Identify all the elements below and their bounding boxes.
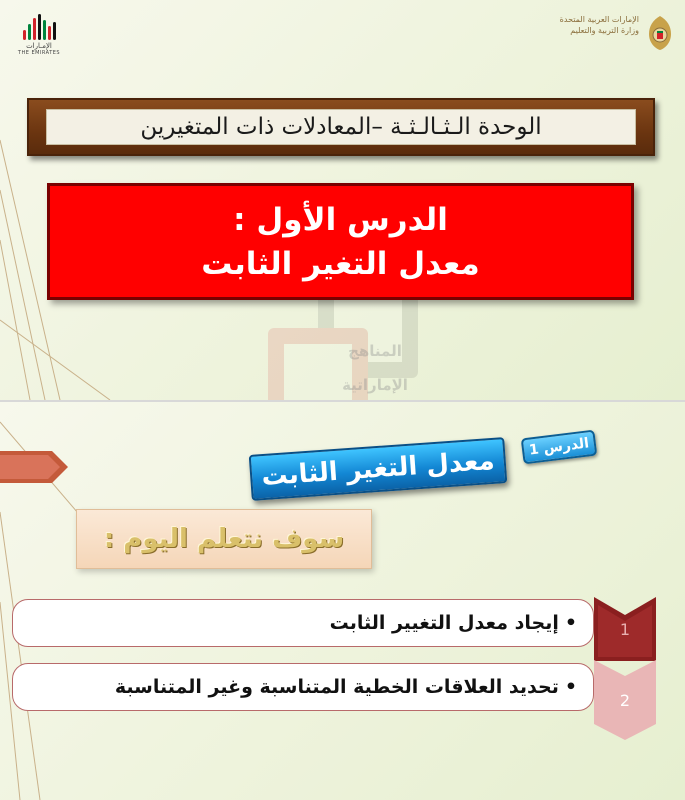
objective-text: إيجاد معدل التغيير الثابت bbox=[329, 612, 559, 634]
watermark-text-line1: المناهج bbox=[348, 342, 402, 360]
emirates-logo-english: THE EMIRATES bbox=[17, 50, 61, 56]
bullet: • bbox=[564, 676, 577, 698]
lesson-title-banner bbox=[249, 437, 508, 501]
learn-today-label: سوف نتعلم اليوم : bbox=[76, 509, 372, 569]
objective-item bbox=[12, 599, 594, 647]
emirates-logo bbox=[14, 10, 64, 56]
bullet: • bbox=[564, 612, 577, 634]
lesson-box bbox=[47, 183, 634, 300]
unit-title: الوحدة الـثـالـثـة –المعادلات ذات المتغيرين bbox=[46, 109, 636, 145]
unit-banner bbox=[27, 98, 655, 156]
ministry-line2: وزارة التربية والتعليم bbox=[570, 26, 639, 35]
objective-number-tab bbox=[594, 597, 656, 661]
ministry-header bbox=[560, 14, 675, 52]
objective-text: تحديد العلاقات الخطية المتناسبة وغير المتناسبة bbox=[114, 676, 559, 698]
emirates-bars-icon bbox=[14, 10, 64, 40]
slide-objectives bbox=[0, 402, 685, 800]
lesson-title: معدل التغير الثابت bbox=[260, 445, 496, 493]
lesson-number-badge: الدرس 1 bbox=[521, 430, 598, 465]
emirates-logo-arabic: الإمـارات bbox=[26, 42, 52, 50]
lesson-title: معدل التغير الثابت bbox=[201, 245, 480, 282]
objective-number: 1 bbox=[619, 619, 631, 639]
objective-number-tab bbox=[594, 660, 656, 740]
lesson-label: الدرس الأول : bbox=[233, 201, 448, 238]
objective-item bbox=[12, 663, 594, 711]
ministry-line1: الإمارات العربية المتحدة bbox=[559, 15, 639, 24]
falcon-emblem-icon bbox=[645, 14, 675, 52]
objective-number: 2 bbox=[619, 690, 631, 710]
arrow-right-icon bbox=[0, 447, 68, 487]
watermark-text-line2: الإماراتية bbox=[342, 376, 408, 394]
